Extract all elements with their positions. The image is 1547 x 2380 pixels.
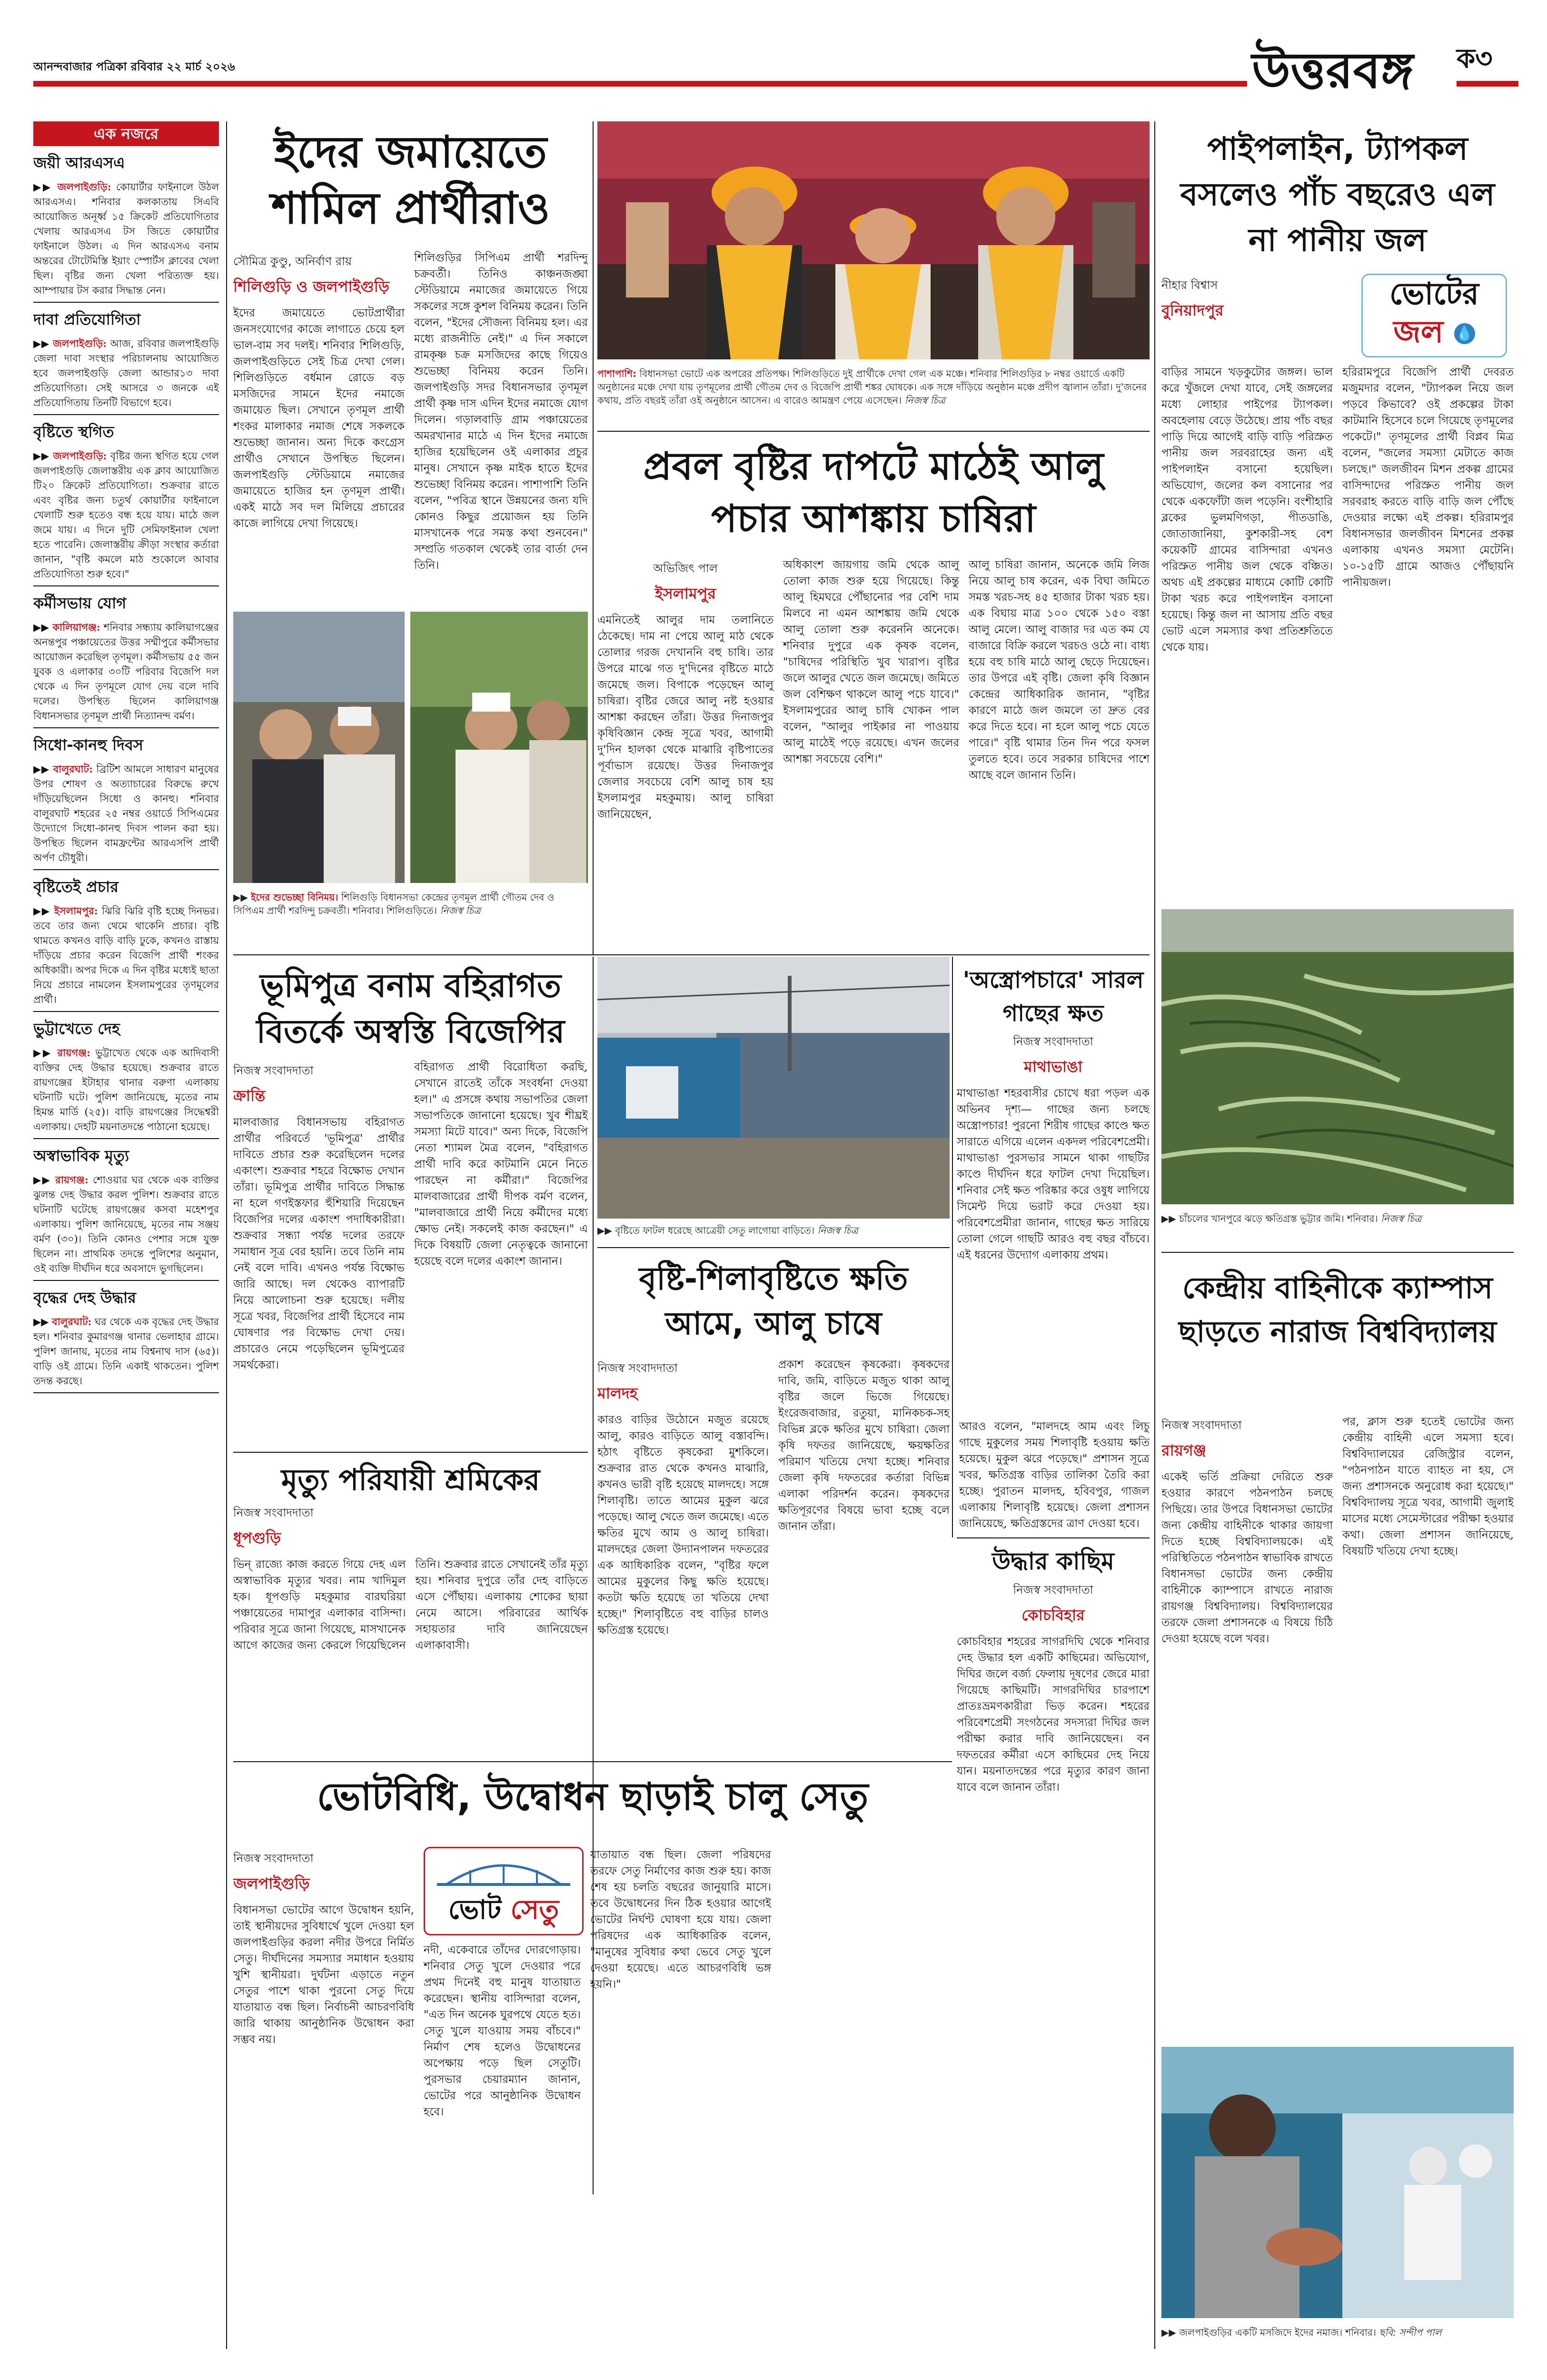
eid-caption-credit: নিজস্ব চিত্র bbox=[440, 905, 481, 916]
sidebar-divider bbox=[33, 1011, 219, 1012]
sidebar-item-title: বৃদ্ধের দেহ উদ্ধার bbox=[33, 1289, 136, 1307]
lead-caption-text: বিধানসভা ভোটে এক অপরের প্রতিপক্ষ। শিলিগুড়িতে দুই প্রার্থীকে দেখা গেল এক মঞ্চে। শনিবার শিলিগুড়ির ৮ নম্বর ওয়ার্ডে একটি অনুষ্ঠানের মঞ্চে দেখা যায় তৃণমূলের প্রার্থী গৌতম দেব ও বিজেপি প্রার্থী শঙ্কর ঘোষকে। এক সঙ্গে দাঁড়িয়ে অনুষ্ঠান মঞ্চে প্রদীপ জ্বালান তাঁরা। দু'জনের কথায়, প্রতি বছরই তাঁরা ওই অনুষ্ঠানে আসেন। এ বারেও আমন্ত্রণ পেয়ে এসেছেন। bbox=[597, 368, 1147, 406]
campus-text-1: একেই ভর্তি প্রক্রিয়া দেরিতে শুরু হওয়ার কারণে পঠনপাঠন চলছে পিছিয়ে। তার উপরে বিধানসভা ভোটের জন্য কেন্দ্রীয় বাহিনীকে থাকার জায়গা দিতে হচ্ছে বিশ্ববিদ্যালয়কে। এই পরিস্থিতিতে পঠনপাঠন স্বাভাবিক রাখতে বিধানসভা ভোটের জন্য কেন্দ্রীয় বাহিনীকে ক্যাম্পাসে রাখতে নারাজ রায়গঞ্জ বিশ্ববিদ্যালয়। বিশ্ববিদ্যালয়ের তরফে জেলা প্রশাসনকে এ বিষয়ে চিঠি দেওয়া হয়েছে বলে খবর। bbox=[1161, 1471, 1333, 1645]
sidebar-item-title: কর্মীসভায় যোগ bbox=[33, 594, 127, 612]
potato-text-3: আলু চাষিরা জানান, অনেকে জমি লিজ নিয়ে আলু চাষ করেন, এক বিঘা জমিতে সমস্ত খরচ-সহ ৪৫ হাজার টাকা খরচ হয়। এক বিঘায় মাত্র ১০০ থেকে ১৫০ বস্তা আলু মেলে। আলু বাজার দর এত কম যে বাজারে বিক্রি করলে খরচও ওঠে না। বাধ্য হয়ে বহু চাষি মাঠে আলু ছেড়ে দিয়েছেন। তার উপরে এই বৃষ্টি। জেলা কৃষি বিজ্ঞান কেন্দ্রের আধিকারিক জানান, "বৃষ্টির কারণে মাঠে জল জমলে তা দ্রুত বের করে দিতে হবে। না হলে আলু পচে যেতে পারে।" বৃষ্টি থামার তিন দিন পরে ফসল তুলতে হবে। তবে সরকার চাষিদের পাশে আছে বলে জানান তিনি। bbox=[969, 559, 1150, 782]
eid-caption-lead: ইদের শুভেচ্ছা বিনিময়। bbox=[251, 892, 338, 903]
setu-caption-credit: নিজস্ব চিত্র bbox=[817, 1225, 858, 1236]
sidebar-divider bbox=[33, 414, 219, 415]
lead-photo-image bbox=[597, 121, 1150, 359]
setu-photo-image bbox=[597, 957, 950, 1219]
hail-top-rule bbox=[597, 1247, 950, 1248]
sidebar-divider bbox=[33, 1138, 219, 1139]
bridge-headline: ভোটবিধি, উদ্বোধন ছাড়াই চালু সেতু bbox=[317, 1775, 869, 1819]
pipeline-badge bbox=[1361, 274, 1507, 357]
sidebar-item-body: ঝিরি ঝিরি বৃষ্টি হচ্ছে দিনভর। তবে তার জন্য থেমে থাকেনি প্রচার। বৃষ্টি থামতে কখনও বাড়ি বাড়ি ঢুকে, কখনও রাস্তায় দাঁড়িয়ে প্রচার করেন বিজেপি প্রার্থী শংকর অধিকারী। অপর দিকে এ দিন বৃষ্টির মধ্যেই ছাতা নিয়ে প্রচারে নামলেন ইসলামপুরের তৃণমূলের প্রার্থী। bbox=[33, 905, 219, 1005]
worker-headline: মৃত্যু পরিযায়ী শ্রমিকের bbox=[281, 1462, 540, 1497]
sidebar-item-place: রায়গঞ্জ: bbox=[57, 1047, 90, 1059]
sidebar-item-title: বৃষ্টিতেই প্রচার bbox=[33, 878, 119, 896]
crop-caption-credit: নিজস্ব চিত্র bbox=[1380, 1213, 1422, 1224]
setu-photo bbox=[597, 957, 950, 1219]
story-eid bbox=[233, 121, 588, 954]
center-right-rule bbox=[1154, 121, 1155, 2349]
sidebar-item-place: বালুরঘাট: bbox=[53, 763, 93, 775]
section-title: উত্তরবঙ্গ bbox=[1252, 41, 1414, 99]
lead-photo bbox=[597, 121, 1150, 359]
eid-text-1: ইদের জমায়েতে ভোটপ্রার্থীরা জনসংযোগের কাজে লাগাতে চেয়ে হল ভাল-বাম সব দলই। শনিবার শিলিগুড়ি, জলপাইগুড়িতে সেই চিত্র দেখা গেল। শিলিগুড়িতে বর্ধমান রোডে বড় মসজিদের সামনে ইদের নমাজে জমায়েত ছিল। সেখানে তৃণমূল প্রার্থী শংকর মালাকার নমাজ শেষে সকলকে শুভেচ্ছা জানান। অন্য দিকে কংগ্রেস প্রার্থীও সেখানে উপস্থিত ছিলেন। জলপাইগুড়ি স্টেডিয়ামে নমাজের জমায়েতে হাজির হন তৃণমূল প্রার্থী। একই মাঠে সব দল মিলিয়ে প্রচারের কাজে লাগিয়ে দেখা গিয়েছে। bbox=[233, 307, 405, 530]
campus-byline: নিজস্ব সংবাদদাতা bbox=[1161, 1418, 1242, 1432]
bridge-badge-top: ভোট bbox=[448, 1894, 501, 1925]
potato-text-2: অধিকাংশ জায়গায় জমি থেকে আলু তোলা কাজ শুরু হয়ে গিয়েছে। কিন্তু আলু হিমঘরে পৌঁছানোর পর বেশি দাম মিলবে না এমন আশঙ্কায় জমি থেকে আলু তোলা শুরু করেননি অনেকে। শনিবার দুপুরে এক কৃষক বলেন, "চাষিদের পরিস্থিতি খুব খারাপ। বৃষ্টির জলে আলুর খেতে জল জমেছে। জমিতে জল বেশিক্ষণ থাকলে আলু পচে যাবে।" ইসলামপুরের আলু চাষি খোকন পাল বলেন, "আলুর পাইকার না পাওয়ায় আলু মাঠেই পড়ে রয়েছে। এখন জলের আশঙ্কা সবচেয়ে বেশি।" bbox=[783, 559, 959, 765]
crop-photo bbox=[1161, 909, 1514, 1204]
sidebar-item-text: ▶▶ বালুরঘাট: ঘর থেকে এক বৃদ্ধের দেহ উদ্ধার হল। শনিবার কুমারগঞ্জ থানার ভেলাহার গ্রামে। পুলিশ জানায়, মৃতের নাম বিশ্বনাথ দাস (৬৫)। বাড়ি ওই গ্রামে। তিনি একাই থাকতেন। পুলিশ তদন্ত করছে। bbox=[33, 1316, 219, 1387]
crop-photo-block bbox=[1161, 909, 1514, 1242]
sidebar-item-text: ▶▶ ইসলামপুর: ঝিরি ঝিরি বৃষ্টি হচ্ছে দিনভর। তবে তার জন্য থেমে থাকেনি প্রচার। বৃষ্টি থামতে কখনও বাড়ি বাড়ি ঢুকে, কখনও রাস্তায় দাঁড়িয়ে প্রচার করেন বিজেপি প্রার্থী শংকর অধিকারী। অপর দিকে এ দিন বৃষ্টির মধ্যেই ছাতা নিয়ে প্রচারে নামলেন ইসলামপুরের তৃণমূলের প্রার্থী। bbox=[33, 905, 219, 1005]
setu-photo-caption: ▶▶ বৃষ্টিতে ফাটল ধরেছে আত্রেয়ী সেতু লাগোয়া বাড়িতে। নিজস্ব চিত্র bbox=[597, 1225, 858, 1236]
bridge-place: জলপাইগুড়ি bbox=[233, 1874, 310, 1893]
lead-caption-lead: পাশাপাশি: bbox=[597, 368, 636, 379]
sidebar-item-title: বৃষ্টিতে স্থগিত bbox=[33, 423, 114, 441]
story-worker bbox=[233, 1452, 588, 1756]
worker-text: ভিন্ রাজ্যে কাজ করতে গিয়ে দেহ এল অস্বাভাবিক মৃত্যুর খবর। নাম খাদিমুল হক। ধূপগুড়ি মহকুমার বারঘরিয়া পঞ্চায়েতের দামাপুর এলাকার বাসিন্দা। পরিবার সূত্রে জানা গিয়েছে, মাসখানেক আগে কাজের জন্য কেরলে গিয়েছিলেন তিনি। শুক্রবার রাতে সেখানেই তাঁর মৃত্যু হয়। শনিবার দুপুরে তাঁর দেহ বাড়িতে এসে পৌঁছায়। এলাকায় শোকের ছায়া নেমে আসে। পরিবারের আর্থিক সহায়তার দাবি জানিয়েছেন এলাকাবাসী। bbox=[233, 1558, 588, 1652]
kachim-byline: নিজস্ব সংবাদদাতা bbox=[1013, 1583, 1093, 1597]
hail-place: মালদহ bbox=[597, 1384, 638, 1402]
sidebar-divider bbox=[33, 585, 219, 586]
masthead-red-rule bbox=[33, 81, 1247, 87]
bridge-badge-bottom: সেতু bbox=[510, 1894, 559, 1925]
pipeline-byline: নীহার বিশ্বাস bbox=[1161, 278, 1218, 292]
sidebar-item-body: শনিবার সন্ধ্যায় কালিয়াগঞ্জের অনন্তপুর পঞ্চায়েতের উত্তর সম্মীপুরে কর্মীসভার আয়োজন করেছিল তৃণমূল। কর্মীসভায় ৫৫ জন যুবক ও এলাকার ৩০টি পরিবার বিজেপি দল থেকে এ দিন তৃণমূলে যোগ দেয় বলে দাবি দলের। উপস্থিত ছিলেন কালিয়াগঞ্জ বিধানসভার তৃণমূল প্রার্থী নিত্যানন্দ বর্মণ। bbox=[33, 622, 219, 722]
sidebar bbox=[33, 121, 219, 2349]
sidebar-item-body: ভুট্টাখেত থেকে এক আদিবাসী ব্যক্তির দেহ উদ্ধার হয়েছে। শুক্রবার রাতে রায়গঞ্জের ইটাহার থানার বরুণা এলাকায় ঘটনাটি ঘটে। পুলিশ জানিয়েছে, মৃতের নাম হিমন্ত মার্ডি (২৫)। বাড়ি রায়গঞ্জের সিদ্ধেশ্বরী এলাকায়। দেহটি ময়নাতদন্তে পাঠানো হয়েছে। bbox=[33, 1047, 219, 1132]
sidebar-item-text: ▶▶ রায়গঞ্জ: ভুট্টাখেত থেকে এক আদিবাসী ব্যক্তির দেহ উদ্ধার হয়েছে। শুক্রবার রাতে রায়গঞ্জের ইটাহার থানার বরুণা এলাকায় ঘটনাটি ঘটে। পুলিশ জানিয়েছে, মৃতের নাম হিমন্ত মার্ডি (২৫)। বাড়ি রায়গঞ্জের সিদ্ধেশ্বরী এলাকায়। দেহটি ময়নাতদন্তে পাঠানো হয়েছে। bbox=[33, 1047, 219, 1132]
sidebar-item-body: শোওয়ার ঘর থেকে এক ব্যক্তির ঝুলন্ত দেহ উদ্ধার করল পুলিশ। শুক্রবার রাতে ঘটনাটি ঘটেছে রায়গঞ্জের কসবা মহেশপুর এলাকায়। পুলিশ জানিয়েছে, মৃতের নাম সঞ্জয় বর্মণ (৩০)। তিনি কোনও পেশার সঙ্গে যুক্ত ছিলেন না। প্রাথমিক তদন্তে পুলিশের অনুমান, ওই ব্যক্তি দীর্ঘদিন ধরে অবসাদে ভুগছিলেন। bbox=[33, 1174, 219, 1274]
sidebar-divider bbox=[33, 869, 219, 870]
sidebar-header-label: এক নজরে bbox=[93, 125, 159, 143]
sidebar-item-place: ইসলামপুর: bbox=[54, 905, 98, 917]
sidebar-item-place: জলপাইগুড়ি: bbox=[57, 181, 111, 193]
sidebar-item-place: জলপাইগুড়ি: bbox=[52, 337, 107, 349]
sidebar-rule bbox=[226, 121, 227, 2349]
sidebar-item-place: রায়গঞ্জ: bbox=[55, 1174, 89, 1186]
potato-byline: অভিজিৎ পাল bbox=[653, 562, 718, 575]
pipeline-badge-top: ভোটের bbox=[1389, 277, 1479, 312]
pipeline-headline: পাইপলাইন, ট্যাপকল বসলেও পাঁচ বছরেও এল না পানীয় জল bbox=[1180, 130, 1495, 258]
potato-text-1: এমনিতেই আলুর দাম তলানিতে ঠেকেছে। দাম না পেয়ে আলু মাঠ থেকে তোলার গরজ দেখাননি বহু চাষি। তার উপরে মাঝে গত দু'দিনের বৃষ্টিতে মাঠে জমেছে জল। বিপাকে পড়েছেন আলু চাষিরা। বৃষ্টির জেরে আলু নষ্ট হওয়ার আশঙ্কা করছেন তাঁরা। উত্তর দিনাজপুর কৃষিবিজ্ঞান কেন্দ্র সূত্রে খবর, আগামী দু'দিন হালকা থেকে মাঝারি বৃষ্টিপাতের পূর্বাভাস রয়েছে। উত্তর দিনাজপুর জেলার সবচেয়ে বেশি আলু চাষ হয় ইসলামপুর মহকুমায়। আলু চাষিরা জানিয়েছেন, bbox=[597, 614, 774, 821]
story-bridge bbox=[233, 1761, 952, 2349]
sidebar-item-place: কালিয়াগঞ্জ: bbox=[52, 621, 100, 633]
bhumiputra-place: ক্রান্তি bbox=[233, 1087, 266, 1105]
eid-text-2: শিলিগুড়ির সিপিএম প্রার্থী শরদিন্দু চক্রবর্তী। তিনিও কাঞ্চনজঙ্ঘা স্টেডিয়ামে নমাজের জমায়েতে গিয়ে সকলের সঙ্গে কুশল বিনিময় করেন। তিনি বলেন, "ইদের সৌজন্য বিনিময় হল। এর মধ্যে রাজনীতি নেই।" এ দিন সকালে রামকৃষ্ণ চক্র মসজিদের কাছে গিয়েও শুভেচ্ছা বিনিময় করেন তিনি। জলপাইগুড়ি সদর বিধানসভার তৃণমূল প্রার্থী কৃষ্ণ দাস এদিন ইদের নমাজে যোগ দিলেন। গড়ালবাড়ি গ্রাম পঞ্চায়েতের অমরখানার মাঠে এ দিন ইদের নমাজে হাজির হয়েছিলেন ওই এলাকার প্রচুর মানুষ। সেখানে কৃষ্ণ মাইক হাতে ইদের শুভেচ্ছা বিনিময় করেন। পাশাপাশি তিনি বলেন, "পবিত্র স্থানে উন্নয়নের জন্য যদি কোনও কিছুর প্রয়োজন হয় তিনি মাসখানেক পরে সমস্ত কথা শুনবেন।" সম্প্রতি গতকাল থেকেই তার বার্তা দেন তিনি। bbox=[414, 252, 588, 572]
namaz-photo-image bbox=[1161, 2047, 1514, 2318]
crop-caption-text: চাঁচলের খানপুরে ঝড়ে ক্ষতিগ্রস্ত ভুট্টার জমি। শনিবার। bbox=[1179, 1213, 1378, 1224]
potato-top-rule bbox=[597, 431, 1150, 432]
pipeline-text-1: বাড়ির সামনে খড়কুটোর জঙ্গল। ভাল করে খুঁজলে দেখা যাবে, সেই জঙ্গলের মধ্যে লোহার পাইপের ট্যাপকল। অবহেলায় বেড়ে উঠেছে। প্রায় পাঁচ বছর পাড়ি দিয়ে আগেই বাড়ি বাড়ি পরিস্রুত পানীয় জল সরবরাহের জন্য এই পাইপলাইন বসানো হয়েছিল। অভিযোগ, জলের কল বসানোর পর থেকে একফোঁটা জল পড়েনি। বংশীহারি ব্লকের ভুলমণিগড়া, পীতডাঙি, জোতাজানিয়া, কুশকারী-সহ বেশ কয়েকটি গ্রামের বাসিন্দারা এখনও পরিস্রুত পানীয় জল থেকে বঞ্চিত। অথচ এই প্রকল্পের মাধ্যমে কোটি কোটি টাকা খরচ করে পাইপলাইন বসানো হয়েছে। কিন্তু জল না আসায় প্রতি বছর ভোট এলে সমস্যার কথা প্রতিশ্রুতিতে থেকে যায়। bbox=[1161, 366, 1333, 654]
sidebar-item-title: অস্বাভাবিক মৃত্যু bbox=[33, 1147, 129, 1165]
kachim-top-rule bbox=[957, 1537, 1150, 1538]
masthead-red-rule-right bbox=[1457, 81, 1518, 87]
bridge-text-3: যাতায়াত বন্ধ ছিল। জেলা পরিষদের তরফে সেতু নির্মাণের কাজ শুরু হয়। কাজ শেষ হয় চলতি বছরের জানুয়ারি মাসে। তবে উদ্বোধনের দিন ঠিক হওয়ার আগেই ভোটের নির্ঘণ্ট ঘোষণা হয়ে যায়। জেলা পরিষদের এক আধিকারিক বলেন, "মানুষের সুবিধার কথা ভেবে সেতু খুলে দেওয়া হয়েছে। এতে আচরণবিধি ভঙ্গ হয়নি।" bbox=[590, 1849, 771, 1991]
bhumiputra-byline: নিজস্ব সংবাদদাতা bbox=[233, 1064, 314, 1077]
eid-photo-left-image bbox=[233, 612, 405, 883]
potato-headline: প্রবল বৃষ্টির দাপটে মাঠেই আলু পচার আশঙ্কায় চাষিরা bbox=[643, 444, 1104, 541]
mid-band-rule bbox=[233, 954, 1150, 955]
bridge-badge bbox=[424, 1847, 584, 1935]
bridge-text-1: বিধানসভা ভোটের আগে উদ্বোধন হয়নি, তাই স্থানীয়দের সুবিধার্থে খুলে দেওয়া হল জলপাইগুড়ির করলা নদীর উপরে নির্মিত সেতু। দীর্ঘদিনের সমস্যার সমাধান হওয়ায় খুশি স্থানীয়রা। দুর্ঘটনা এড়াতে নতুন সেতুর পাশে থাকা পুরনো সেতু দিয়ে যাতায়াত বন্ধ ছিল। নির্বাচনী আচরণবিধি জারি থাকায় আনুষ্ঠানিক উদ্বোধন করা সম্ভব নয়। bbox=[233, 1904, 414, 2046]
bhumiputra-text-2: বহিরাগত প্রার্থী বিরোধিতা করছি, সেখানে রাতেই তাঁকে সংবর্ধনা দেওয়া হল।" এ প্রসঙ্গে কথায় সভাপতির জেলা সভাপতিকে জানানো হয়েছে। খুব শীঘ্রই সমস্যা মিটে যাবে।" অন্য দিকে, বিজেপি নেতা শ্যামল মৈত্র বলেন, "বহিরাগত প্রার্থী দাবি করে কাটমানি মেনে নিতে পারছেন না কর্মীরা।" বিজেপির মালবাজারের প্রার্থী দীপক বর্মণ বলেন, "মালবাজারে প্রার্থী নিয়ে কর্মীদের মধ্যে ক্ষোভ নেই। সকলেই কাজ করছেন।" এ দিকে বিষয়টি জেলা নেতৃত্বকে জানানো হয়েছে বলে দলের একাংশ জানান। bbox=[414, 1061, 588, 1268]
masthead bbox=[33, 29, 1518, 109]
pipeline-badge-bottom bbox=[1363, 313, 1506, 351]
worker-top-rule bbox=[233, 1452, 588, 1453]
eid-rule bbox=[593, 121, 594, 954]
sidebar-item-text: ▶▶ কালিয়াগঞ্জ: শনিবার সন্ধ্যায় কালিয়াগঞ্জের অনন্তপুর পঞ্চায়েতের উত্তর সম্মীপুরে কর্মীসভার আয়োজন করেছিল তৃণমূল। কর্মীসভায় ৫৫ জন যুবক ও এলাকার ৩০টি পরিবার বিজেপি দল থেকে এ দিন তৃণমূলে যোগ দেয় বলে দাবি দলের। উপস্থিত ছিলেন কালিয়াগঞ্জ বিধানসভার তৃণমূল প্রার্থী নিত্যানন্দ বর্মণ। bbox=[33, 621, 219, 722]
potato-place: ইসলামপুর bbox=[655, 585, 716, 603]
bridge-text-2: নদী, একেবারে তাঁদের দোরগোড়ায়। শনিবার সেতু খুলে দেওয়ার পরে প্রথম দিনেই বহু মানুষ যাতায়াত করেছেন। স্থানীয় বাসিন্দারা বলেন, "এত দিন অনেক ঘুরপথে যেতে হত। সেতু খুলে যাওয়ায় সময় বাঁচবে।" নির্মাণ শেষ হলেও উদ্বোধনের অপেক্ষায় পড়ে ছিল সেতুটি। পুরসভার চেয়ারম্যান জানান, ভোটের পরে আনুষ্ঠানিক উদ্বোধন হবে। bbox=[424, 1944, 581, 2118]
kachim-place: কোচবিহার bbox=[1021, 1606, 1085, 1624]
sidebar-item-title: দাবা প্রতিযোগিতা bbox=[33, 310, 141, 328]
eid-byline: সৌমিত্র কুণ্ডু, অনির্বাণ রায় bbox=[233, 255, 352, 268]
eid-photo-left bbox=[233, 612, 405, 883]
eid-caption-text: শিলিগুড়ি বিধানসভা কেন্দ্রের তৃণমূল প্রার্থী গৌতম দেব ও সিপিএম প্রার্থী শরদিন্দু চক্রবর্তী। শনিবার। শিলিগুড়িতে। bbox=[233, 892, 555, 916]
namaz-caption-credit: ছবি: সন্দীপ পাল bbox=[1379, 2327, 1442, 2338]
pipeline-text-2: হরিরামপুরে বিজেপি প্রার্থী দেবরত মজুমদার বলেন, "ট্যাপকল নিয়ে জল পড়বে কিভাবে? ওই প্রকল্পের টাকা কাটমানি হিসেবে চলে গিয়েছে তৃণমূলের পকেটে।" তৃণমূলের প্রার্থী বিপ্লব মিত্র বলেন, "জলের সমস্যা মেটাতে কাজ চলছে।" জলজীবন মিশন প্রকল্প গ্রামের বাসিন্দাদের পরিস্রুত পানীয় জল সরবরাহ করতে বাড়ি বাড়ি জল পৌঁছে দেওয়ার লক্ষ্যে এই প্রকল্প। হরিরামপুর বিধানসভার জলজীবন মিশনের প্রকল্প এলাকায় এখনও সমস্যা মেটেনি। ১০-১৫টি গ্রামে আজও পৌঁছায়নি পানীয়জল। bbox=[1342, 366, 1514, 589]
kachim-text: কোচবিহার শহরের সাগরদিঘি থেকে শনিবার দেহ উদ্ধার হল একটি কাছিমের। অভিযোগ, দিঘির জলে বর্জ্য ফেলায় দূষণের জেরে মারা গিয়েছে কাছিমটি। সাগরদিঘির চারপাশে প্রাতঃভ্রমণকারীরা ভিড় করেন। শহরের পরিবেশপ্রেমী সংগঠনের সদস্যরা দিঘির জল পরীক্ষা করার দাবি জানিয়েছেন। বন দফতরের কর্মীরা এসে কাছিমের দেহ নিয়ে যান। ময়নাতদন্তের পরে মৃত্যুর কারণ জানা যাবে বলে জানান তাঁরা। bbox=[957, 1636, 1150, 1794]
lead-photo-caption bbox=[597, 367, 1150, 407]
sidebar-item-text: ▶▶ জলপাইগুড়ি: বৃষ্টির জন্য স্থগিত হয়ে গেল জলপাইগুড়ি জেলাস্তরীয় এক ক্লাব আয়োজিত টি২০ ক্রিকেট প্রতিযোগিতা। শুক্রবার রাতে এবং বৃষ্টির জন্য চতুর্থ কোয়ার্টার ফাইনালে খেলাটি শুরু হতেও বন্ধ হয়ে যায়। মাঠে জল জমে যায়। এ দিনে দুটি সেমিফাইনাল খেলা হতে পারেনি। জেলাস্তরীয় ক্রীড়া সংস্থার কর্তারা জানান, "বৃষ্টি কমলে মাঠ শুকোলে আবার প্রতিযোগিতা শুরু হবে।" bbox=[33, 450, 219, 580]
crop-photo-caption: ▶▶ চাঁচলের খানপুরে ঝড়ে ক্ষতিগ্রস্ত ভুট্টার জমি। শনিবার। নিজস্ব চিত্র bbox=[1161, 1213, 1422, 1224]
namaz-photo bbox=[1161, 2047, 1514, 2318]
bhumiputra-headline: ভূমিপুত্র বনাম বহিরাগত বিতর্কে অস্বস্তি বিজেপির bbox=[256, 967, 565, 1051]
hail-text-1: কারও বাড়ির উঠোনে মজুত রয়েছে আলু, কারও বাড়িতে আলু বস্তাবন্দি। হঠাৎ বৃষ্টিতে কৃষকেরা মুশকিলে। শুক্রবার রাত থেকে কখনও মাঝারি, কখনও ভারী বৃষ্টি হয়েছে মালদহে। সঙ্গে শিলাবৃষ্টি। তাতে আমের মুকুল ঝরে পড়েছে। আলু খেতে জল জমেছে। এতে ক্ষতির মুখে আম ও আলু চাষিরা। মালদহের জেলা উদ্যানপালন দফতরের এক আধিকারিক বলেন, "বৃষ্টির ফলে আমের মুকুলের কিছু ক্ষতি হয়েছে। কতটা ক্ষতি হয়েছে তা খতিয়ে দেখা হচ্ছে।" শিলাবৃষ্টিতে বহু বাড়ির চালও ক্ষতিগ্রস্ত হয়েছে। bbox=[597, 1414, 769, 1636]
tree-headline: 'অস্ত্রোপচারে' সারল গাছের ক্ষত bbox=[962, 967, 1144, 1027]
eid-photo-caption: ▶▶ ইদের শুভেচ্ছা বিনিময়। শিলিগুড়ি বিধানসভা কেন্দ্রের তৃণমূল প্রার্থী গৌতম দেব ও সিপিএম প্রার্থী শরদিন্দু চক্রবর্তী। শনিবার। শিলিগুড়িতে। নিজস্ব চিত্র bbox=[233, 892, 555, 916]
pipeline-badge-word: জল bbox=[1393, 315, 1444, 350]
eid-photo-right-image bbox=[410, 612, 588, 883]
lead-caption-credit: নিজস্ব চিত্র bbox=[904, 395, 945, 406]
story-pipeline bbox=[1161, 121, 1514, 907]
story-potato bbox=[597, 431, 1150, 954]
story-campus bbox=[1161, 1252, 1514, 2037]
hail-text-3: আরও বলেন, "মালদহে আম এবং লিচু গাছে মুকুলের সময় শিলাবৃষ্টি হওয়ায় ক্ষতি হয়েছে। মুকুল ঝরে পড়েছে।" প্রশাসন সূত্রে খবর, ক্ষতিগ্রস্ত বাড়ির তালিকা তৈরি করা হচ্ছে। পুরাতন মালদহ, হবিবপুর, গাজল এলাকায় শিলাবৃষ্টি হয়েছে। জেলা প্রশাসন জানিয়েছে, ক্ষতিগ্রস্তদের ত্রাণ দেওয়া হবে। bbox=[959, 1420, 1150, 1530]
sidebar-item-body: ব্রিটিশ আমলে সাধারণ মানুষের উপর শোষণ ও অত্যাচারের বিরুদ্ধে রুখে দাঁড়িয়েছিলেন সিধো ও কানহু। শনিবার বালুরঘাট শহরের ২৫ নম্বর ওয়ার্ডে সিপিএমের উদ্যোগে সিধো-কানহু দিবস পালন করা হয়। উপস্থিত ছিলেন বামফ্রন্টের আরএসপি প্রার্থী অর্পণ চৌধুরী। bbox=[33, 764, 219, 863]
worker-byline: নিজস্ব সংবাদদাতা bbox=[233, 1506, 314, 1519]
sidebar-divider bbox=[33, 1392, 219, 1393]
crop-photo-image bbox=[1161, 909, 1514, 1204]
bridge-icon bbox=[432, 1851, 575, 1889]
sidebar-item-text: ▶▶ জলপাইগুড়ি: আজ, রবিবার জলপাইগুড়ি জেলা দাবা সংস্থার পরিচালনায় আয়োজিত হবে জলপাইগুড়ি জেলা আন্ডার১৩ দাবা প্রতিযোগিতা। সেই আসরে ৩ জনকে এই প্রতিযোগিতায় তিনটি বিভাগে হবে। bbox=[33, 337, 219, 408]
sidebar-item-title: সিধো-কানহু দিবস bbox=[33, 736, 143, 754]
sidebar-item-body: ঘর থেকে এক বৃদ্ধের দেহ উদ্ধার হল। শনিবার কুমারগঞ্জ থানার ভেলাহার গ্রামে। পুলিশ জানায়, মৃতের নাম বিশ্বনাথ দাস (৬৫)। বাড়ি ওই গ্রামে। তিনি একাই থাকতেন। পুলিশ তদন্ত করছে। bbox=[33, 1316, 219, 1387]
eid-place: শিলিগুড়ি ও জলপাইগুড়ি bbox=[233, 278, 389, 296]
sidebar-item-text: ▶▶ রায়গঞ্জ: শোওয়ার ঘর থেকে এক ব্যক্তির ঝুলন্ত দেহ উদ্ধার করল পুলিশ। শুক্রবার রাতে ঘটনাটি ঘটেছে রায়গঞ্জের কসবা মহেশপুর এলাকায়। পুলিশ জানিয়েছে, মৃতের নাম সঞ্জয় বর্মণ (৩০)। তিনি কোনও পেশার সঙ্গে যুক্ত ছিলেন না। প্রাথমিক তদন্তে পুলিশের অনুমান, ওই ব্যক্তি দীর্ঘদিন ধরে অবসাদে ভুগছিলেন। bbox=[33, 1174, 219, 1274]
sidebar-item-text: ▶▶ জলপাইগুড়ি: কোয়ার্টার ফাইনালে উঠল আরএসএ। শনিবার কলকাতায় সিএবি আয়োজিত অনূর্ধ্ব ১৫ ক্রিকেট প্রতিযোগিতার খেলায় আরএসএ টস জিতে কোয়ার্টার ফাইনালে উঠল। এ দিন আরএসএ বনাম অন্তরের টোটেমিস্তি ইয়াং স্পোর্টস ক্লাবের খেলা ছিল। বৃষ্টির জন্য খেলা পরিত্যক্ত হয়। আম্পায়ার টস করার সিদ্ধান্ত নেন। bbox=[33, 181, 219, 296]
eid-photo-right bbox=[410, 612, 588, 883]
sidebar-divider bbox=[33, 727, 219, 728]
hail-text-2: প্রকাশ করেছেন কৃষকেরা। কৃষকদের দাবি, জমি, বাড়িতে মজুত থাকা আলু বৃষ্টির জলে ভিজে গিয়েছে। ইংরেজবাজার, রতুয়া, মানিকচক-সহ বিভিন্ন ব্লকে ক্ষতির মুখে চাষিরা। জেলা কৃষি দফতর জানিয়েছে, ক্ষয়ক্ষতির পরিমাণ খতিয়ে দেখা হচ্ছে। শনিবার জেলা কৃষি দফতরের কর্তারা বিভিন্ন এলাকা পরিদর্শন করেন। কৃষকদের ক্ষতিপূরণের বিষয়ে ভাবা হচ্ছে বলে জানান তাঁরা। bbox=[778, 1359, 950, 1533]
sidebar-item-body: আজ, রবিবার জলপাইগুড়ি জেলা দাবা সংস্থার পরিচালনায় আয়োজিত হবে জলপাইগুড়ি জেলা আন্ডার১৩ দাবা প্রতিযোগিতা। সেই আসরে ৩ জনকে এই প্রতিযোগিতায় তিনটি বিভাগে হবে। bbox=[33, 338, 219, 408]
sidebar-header bbox=[33, 121, 219, 146]
sidebar-items bbox=[33, 151, 219, 1393]
sidebar-item-body: কোয়ার্টার ফাইনালে উঠল আরএসএ। শনিবার কলকাতায় সিএবি আয়োজিত অনূর্ধ্ব ১৫ ক্রিকেট প্রতিযোগিতার খেলায় আরএসএ টস জিতে কোয়ার্টার ফাইনালে উঠল। এ দিন আরএসএ বনাম অন্তরের টোটেমিস্তি ইয়াং স্পোর্টস ক্লাবের খেলা ছিল। বৃষ্টির জন্য খেলা পরিত্যক্ত হয়। আম্পায়ার টস করার সিদ্ধান্ত নেন। bbox=[33, 181, 219, 296]
sidebar-divider bbox=[33, 302, 219, 303]
kachim-headline: উদ্ধার কাছিম bbox=[992, 1547, 1114, 1575]
sidebar-item-title: জয়ী আরএসএ bbox=[33, 154, 125, 172]
lead-photo-block bbox=[597, 121, 1150, 426]
campus-text-2: পর, ক্লাস শুরু হতেই ভোটের জন্য কেন্দ্রীয় বাহিনী এলে সমস্যা হবে। বিশ্ববিদ্যালয়ের রেজিস্ট্রার বলেন, "পঠনপাঠন যাতে ব্যাহত না হয়, সে জন্য প্রশাসনকে অনুরোধ করা হয়েছে।" বিশ্ববিদ্যালয় সূত্রে খবর, আগামী জুলাই মাসের মধ্যে সেমেস্টারের পরীক্ষা হওয়ার কথা। জেলা প্রশাসন জানিয়েছে, বিষয়টি খতিয়ে দেখা হচ্ছে। bbox=[1342, 1416, 1514, 1557]
paper-date: আনন্দবাজার পত্রিকা রবিবার ২২ মার্চ ২০২৬ bbox=[33, 60, 235, 73]
sidebar-item-title: ভুট্টাখেতে দেহ bbox=[33, 1020, 120, 1038]
page-number: ক৩ bbox=[1457, 43, 1493, 74]
bridge-byline: নিজস্ব সংবাদদাতা bbox=[233, 1852, 314, 1865]
sidebar-divider bbox=[33, 1280, 219, 1281]
tree-byline: নিজস্ব সংবাদদাতা bbox=[1013, 1035, 1093, 1048]
campus-top-rule bbox=[1161, 1252, 1514, 1253]
namaz-caption-text: জলপাইগুড়ির একটি মসজিদে ইদের নমাজ। শনিবার। bbox=[1179, 2327, 1376, 2338]
water-drop-icon: 💧 bbox=[1454, 323, 1475, 344]
tree-text: মাথাভাঙা শহরবাসীর চোখে ধরা পড়ল এক অভিনব দৃশ্য— গাছের জন্য চলছে অস্ত্রোপচার! পুরনো শিরীষ গাছের কাণ্ডে ক্ষত সারাতে এগিয়ে এলেন একদল পরিবেশপ্রেমী। মাথাভাঙা পুরসভার সামনে থাকা গাছটির কাণ্ডে দীর্ঘদিন ধরে ফাটল দেখা দিয়েছিল। শনিবার সেই ক্ষত পরিষ্কার করে ওষুধ লাগিয়ে সিমেন্ট দিয়ে ভরাট করে দেওয়া হয়। পরিবেশপ্রেমীরা জানান, গাছের ক্ষত সারিয়ে তোলা গেলে গাছটি আরও বহু বছর বাঁচবে। এই ধরনের উদ্যোগ এলাকায় প্রথম। bbox=[957, 1087, 1150, 1261]
sidebar-item-place: জলপাইগুড়ি: bbox=[53, 450, 107, 462]
hail-headline: বৃষ্টি-শিলাবৃষ্টিতে ক্ষতি আমে, আলু চাষে bbox=[639, 1260, 908, 1342]
namaz-photo-block bbox=[1161, 2047, 1514, 2351]
story-kachim bbox=[957, 1537, 1150, 2042]
campus-place: রায়গঞ্জ bbox=[1161, 1441, 1207, 1459]
sidebar-item-text: ▶▶ বালুরঘাট: ব্রিটিশ আমলে সাধারণ মানুষের উপর শোষণ ও অত্যাচারের বিরুদ্ধে রুখে দাঁড়িয়েছিলেন সিধো ও কানহু। শনিবার বালুরঘাট শহরের ২৫ নম্বর ওয়ার্ডে সিপিএমের উদ্যোগে সিধো-কানহু দিবস পালন করা হয়। উপস্থিত ছিলেন বামফ্রন্টের আরএসপি প্রার্থী অর্পণ চৌধুরী। bbox=[33, 763, 219, 863]
hail-byline: নিজস্ব সংবাদদাতা bbox=[597, 1361, 678, 1375]
setu-photo-block bbox=[597, 957, 950, 1242]
sidebar-item-body: বৃষ্টির জন্য স্থগিত হয়ে গেল জলপাইগুড়ি জেলাস্তরীয় এক ক্লাব আয়োজিত টি২০ ক্রিকেট প্রতিযোগিতা। শুক্রবার রাতে এবং বৃষ্টির জন্য চতুর্থ কোয়ার্টার ফাইনালে খেলাটি শুরু হতেও বন্ধ হয়ে যায়। মাঠে জল জমে যায়। এ দিনে দুটি সেমিফাইনাল খেলা হতে পারেনি। জেলাস্তরীয় ক্রীড়া সংস্থার কর্তারা জানান, "বৃষ্টি কমলে মাঠ শুকোলে আবার প্রতিযোগিতা শুরু হবে।" bbox=[33, 450, 219, 580]
story-bhumiputra bbox=[233, 957, 588, 1447]
worker-place: ধূপগুড়ি bbox=[233, 1529, 281, 1547]
sidebar-item-place: বালুরঘাট: bbox=[52, 1316, 92, 1328]
campus-headline: কেন্দ্রীয় বাহিনীকে ক্যাম্পাস ছাড়তে নারাজ বিশ্ববিদ্যালয় bbox=[1178, 1270, 1497, 1349]
bhumiputra-text-1: মালবাজার বিধানসভায় বহিরাগত প্রার্থীর পরিবর্তে 'ভূমিপুত্র' প্রার্থীর দাবিতে প্রচার শুরু করেছিলেন দলের একাংশ। শুক্রবার শহরে বিক্ষোভ দেখান তাঁরা। ভূমিপুত্র প্রার্থীর দাবিতে সিদ্ধান্ত না হলে গণইস্তফার হুঁশিয়ারি দিয়েছেন বিজেপির দলের একাংশ পদাধিকারীরা। শুক্রবার সন্ধ্যা পর্যন্ত দলের তরফে সমাধান সূত্র বের হয়নি। তবে তিনি নাম নেই বলে দাবি। এখনও পর্যন্ত বিক্ষোভ জারি আছে। দল থেকেও ব্যাপারটি নিয়ে আলোচনা শুরু হয়েছে। দলীয় সূত্রে খবর, বিজেপির প্রার্থী হিসেবে নাম ঘোষণার পর বিক্ষোভ দেখা দেয়। প্রচারেও নেমে পড়েছিলেন ভূমিপুত্রের সমর্থকেরা। bbox=[233, 1116, 405, 1371]
setu-caption-text: বৃষ্টিতে ফাটল ধরেছে আত্রেয়ী সেতু লাগোয়া বাড়িতে। bbox=[615, 1225, 815, 1236]
namaz-photo-caption: ▶▶ জলপাইগুড়ির একটি মসজিদে ইদের নমাজ। শনিবার। ছবি: সন্দীপ পাল bbox=[1161, 2327, 1442, 2338]
eid-headline: ইদের জমায়েতে শামিল প্রার্থীরাও bbox=[271, 127, 550, 234]
tree-place: মাথাভাঙা bbox=[1024, 1058, 1082, 1076]
bridge-top-rule bbox=[233, 1761, 952, 1762]
pipeline-place: বুনিয়াদপুর bbox=[1161, 301, 1224, 319]
